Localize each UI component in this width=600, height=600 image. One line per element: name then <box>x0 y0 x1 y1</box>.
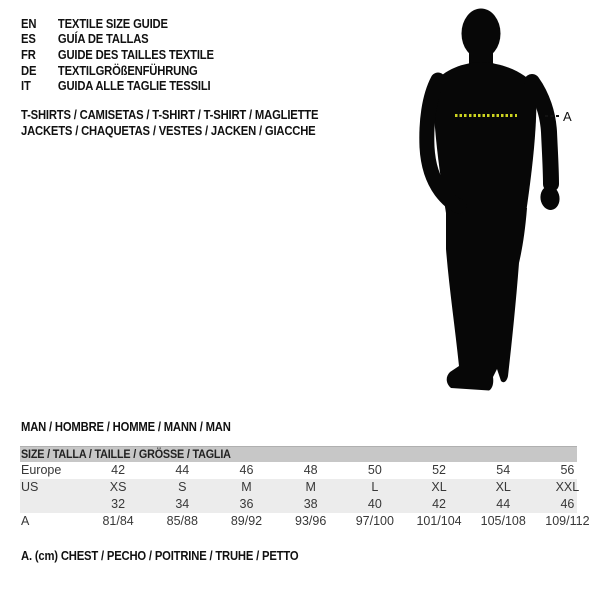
cell: 32 <box>111 497 126 511</box>
measure-leader-dashes <box>545 115 561 117</box>
language-code: DE <box>21 63 37 78</box>
language-code: FR <box>21 47 36 62</box>
cell: 38 <box>303 497 318 511</box>
cell: 34 <box>175 497 190 511</box>
footnote: A. (cm) CHEST / PECHO / POITRINE / TRUHE / PETTO <box>21 549 299 563</box>
cell: M <box>241 480 252 494</box>
chest-measure-line <box>455 114 517 117</box>
language-code: EN <box>21 16 37 31</box>
cell: 36 <box>239 497 254 511</box>
row-label: A <box>21 514 30 528</box>
language-label: TEXTILGRÖßENFÜHRUNG <box>57 63 198 78</box>
cell: 105/108 <box>480 514 526 528</box>
category-tshirts: T-SHIRTS / CAMISETAS / T-SHIRT / T-SHIRT / MAGLIETTE <box>21 108 319 122</box>
cell: 101/104 <box>416 514 462 528</box>
cell: 97/100 <box>355 514 394 528</box>
language-label: TEXTILE SIZE GUIDE <box>57 16 168 31</box>
cell: 42 <box>432 497 446 511</box>
cell: 109/112 <box>545 514 590 528</box>
language-code: ES <box>21 32 36 47</box>
language-row <box>21 47 214 63</box>
cell: 89/92 <box>230 514 263 528</box>
measure-label-a: A <box>563 109 572 124</box>
cell: 46 <box>560 497 575 511</box>
cell: XL <box>431 480 447 494</box>
language-label: GUIDA ALLE TAGLIE TESSILI <box>57 79 211 94</box>
cell: 48 <box>303 463 318 477</box>
cell: 40 <box>367 497 382 511</box>
cell: M <box>305 480 316 494</box>
table-row <box>20 513 600 530</box>
cell: S <box>178 480 187 494</box>
language-label: GUÍA DE TALLAS <box>57 32 149 47</box>
language-code: IT <box>21 79 31 94</box>
cell: 42 <box>111 463 126 477</box>
table-row <box>20 496 600 513</box>
cell: 81/84 <box>102 514 134 528</box>
cell: 44 <box>175 463 190 477</box>
language-row <box>21 32 214 48</box>
cell: 85/88 <box>166 514 198 528</box>
cell: 44 <box>496 497 511 511</box>
cell: XXL <box>555 480 580 494</box>
cell: 52 <box>432 463 446 477</box>
size-table <box>20 446 600 530</box>
legs-shape <box>446 208 527 391</box>
table-row <box>20 462 600 479</box>
man-silhouette-figure <box>395 0 590 400</box>
right-hand-shape <box>539 185 561 211</box>
cell: L <box>371 480 379 494</box>
language-list <box>21 16 235 94</box>
category-lines <box>21 107 351 139</box>
cell: 93/96 <box>295 514 327 528</box>
language-label: GUIDE DES TAILLES TEXTILE <box>57 47 214 62</box>
category-jackets: JACKETS / CHAQUETAS / VESTES / JACKEN / GIACCHE <box>21 124 316 138</box>
row-label: Europe <box>21 463 62 477</box>
cell: 46 <box>239 463 254 477</box>
language-row <box>21 78 214 94</box>
language-row <box>21 16 214 32</box>
cell: XL <box>495 480 511 494</box>
table-header-title: SIZE / TALLA / TAILLE / GRÖSSE / TAGLIA <box>21 447 231 461</box>
cell: 50 <box>367 463 382 477</box>
row-label: US <box>21 480 39 494</box>
language-row <box>21 63 214 79</box>
section-title: MAN / HOMBRE / HOMME / MANN / MAN <box>21 420 231 434</box>
cell: XS <box>109 480 127 494</box>
cell: 56 <box>560 463 575 477</box>
table-row <box>20 479 600 496</box>
cell: 54 <box>496 463 511 477</box>
